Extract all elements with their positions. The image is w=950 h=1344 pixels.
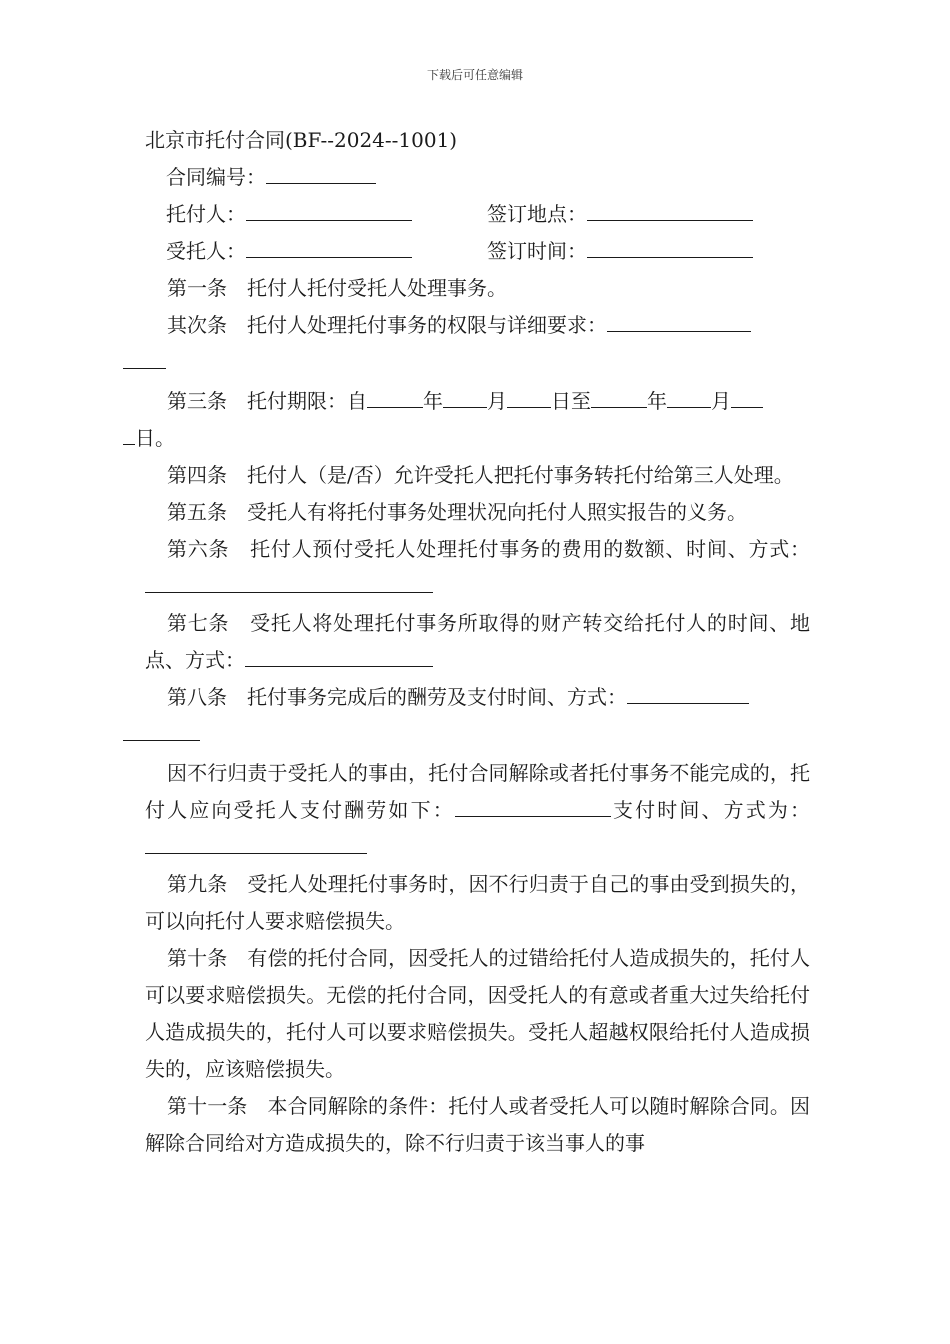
article-8-text: 第八条 托付事务完成后的酬劳及支付时间、方式： <box>167 685 627 709</box>
article-3-label: 第三条 托付期限：自 <box>167 389 367 413</box>
contract-title: 北京市托付合同(BF--2024--1001) <box>145 128 458 152</box>
article-2-blank-cont[interactable] <box>123 344 166 369</box>
page-header: 下载后可任意编辑 <box>426 68 523 82</box>
article-11: 第十一条 本合同解除的条件：托付人或者受托人可以随时解除合同。因解除合同给对方造成损失的，除不行归责于该当事人的事 <box>145 1094 810 1155</box>
article-6 <box>145 531 810 605</box>
fee-method-blank[interactable] <box>145 829 367 854</box>
article-3 <box>135 383 810 457</box>
term-start-day[interactable] <box>507 383 551 408</box>
contract-document <box>135 122 811 1162</box>
article-4: 第四条 托付人（是/否）允许受托人把托付事务转托付给第三人处理。 <box>167 463 794 487</box>
article-2-text: 其次条 托付人处理托付事务的权限与详细要求： <box>167 313 607 337</box>
term-end-day-cont[interactable] <box>123 420 135 445</box>
principal-label: 托付人： <box>166 202 246 226</box>
term-start-month[interactable] <box>443 383 487 408</box>
term-end-year[interactable] <box>591 383 647 408</box>
sign-time-label: 签订时间： <box>487 239 587 263</box>
article-8-supplement-text-2: 支付时间、方式为： <box>610 798 811 822</box>
article-8-supplement <box>145 755 810 866</box>
article-2 <box>145 307 810 381</box>
fee-amount-blank[interactable] <box>455 792 611 817</box>
article-8-supplement-text: 因不行归责于受托人的事由，托付合同解除或者托付事务不能完成的，托付人应向受托人支付酬劳如下： <box>145 761 810 822</box>
principal-row <box>145 196 810 233</box>
day-to-char: 日至 <box>551 389 591 413</box>
term-end-day[interactable] <box>731 383 763 408</box>
article-8-blank-cont[interactable] <box>123 716 200 741</box>
article-2-blank[interactable] <box>607 307 751 332</box>
contract-no-blank[interactable] <box>266 159 376 184</box>
month-char-2: 月 <box>711 389 731 413</box>
article-9: 第九条 受托人处理托付事务时，因不行归责于自己的事由受到损失的，可以向托付人要求赔偿损失。 <box>145 872 810 933</box>
principal-blank[interactable] <box>246 196 412 221</box>
agent-row <box>145 233 810 270</box>
article-6-text: 第六条 托付人预付受托人处理托付事务的费用的数额、时间、方式： <box>167 537 810 561</box>
article-6-blank[interactable] <box>145 568 433 593</box>
day-end-char: 日。 <box>135 426 175 450</box>
article-8-blank[interactable] <box>627 679 749 704</box>
term-end-month[interactable] <box>667 383 711 408</box>
sign-place-blank[interactable] <box>587 196 753 221</box>
year-char-2: 年 <box>647 389 667 413</box>
agent-label: 受托人： <box>166 239 246 263</box>
sign-place-label: 签订地点： <box>487 202 587 226</box>
article-1: 第一条 托付人托付受托人处理事务。 <box>167 276 507 300</box>
month-char: 月 <box>487 389 507 413</box>
year-char: 年 <box>423 389 443 413</box>
article-8 <box>145 679 810 753</box>
article-10: 第十条 有偿的托付合同，因受托人的过错给托付人造成损失的，托付人可以要求赔偿损失。无偿的托付合同，因受托人的有意或者重大过失给托付人造成损失的，托付人可以要求赔偿损失。受托人超越权限给托付人造成损失的，应该赔偿损失。 <box>145 946 810 1081</box>
contract-no-row <box>145 159 810 196</box>
article-5: 第五条 受托人有将托付事务处理状况向托付人照实报告的义务。 <box>167 500 747 524</box>
agent-blank[interactable] <box>246 233 412 258</box>
contract-no-label: 合同编号： <box>166 165 266 189</box>
article-7-text: 第七条 受托人将处理托付事务所取得的财产转交给托付人的时间、地点、方式： <box>145 611 810 672</box>
article-7 <box>145 605 810 679</box>
term-start-year[interactable] <box>367 383 423 408</box>
article-7-blank[interactable] <box>245 642 433 667</box>
sign-time-blank[interactable] <box>587 233 753 258</box>
